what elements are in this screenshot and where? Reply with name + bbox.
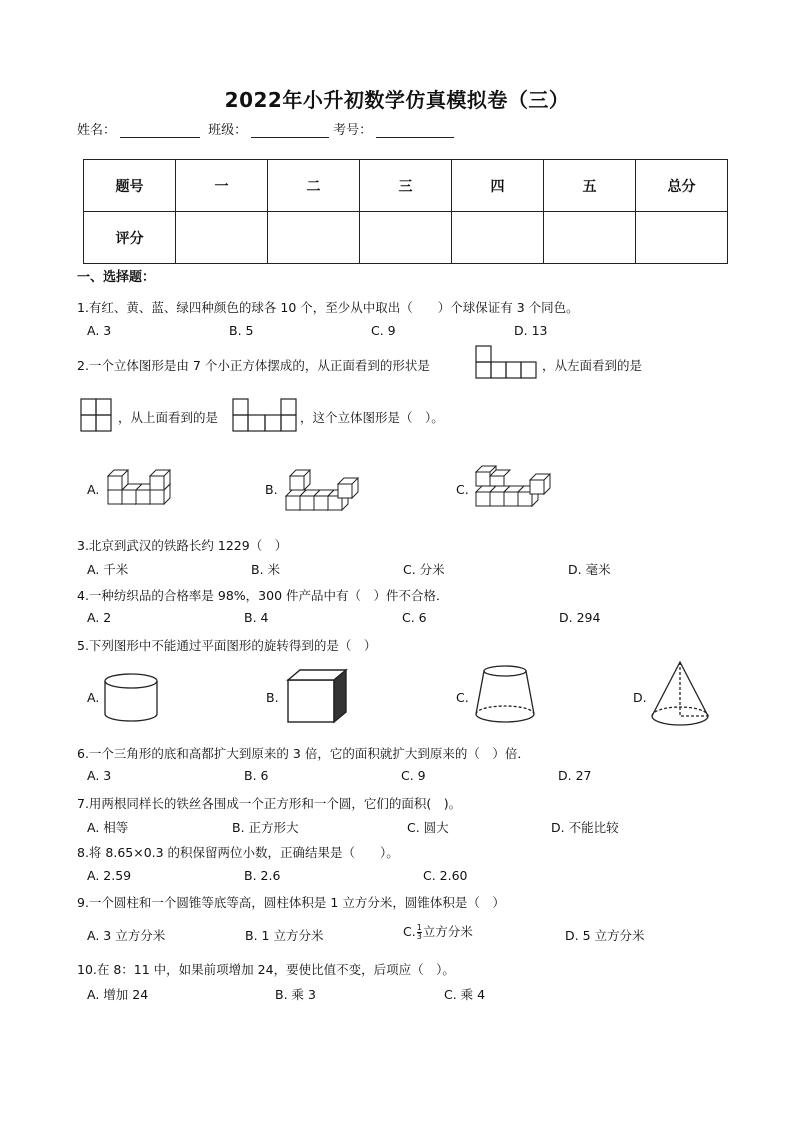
exam-no-blank — [376, 123, 454, 138]
q6-option-a[interactable]: A. 3 — [87, 768, 112, 783]
cone-figure — [650, 660, 710, 728]
q3-option-d[interactable]: D. 毫米 — [568, 562, 611, 577]
question-2-part-d: ，这个立体图形是（ ）。 — [300, 410, 444, 425]
question-1: 1.有红、黄、蓝、绿四种颜色的球各 10 个，至少从中取出（ ）个球保证有 3 个同色。 — [77, 300, 579, 315]
q3-option-a[interactable]: A. 千米 — [87, 562, 129, 577]
q10-option-c[interactable]: C. 乘 4 — [444, 987, 486, 1002]
q10-option-b[interactable]: B. 乘 3 — [275, 987, 316, 1002]
score-table-score-row — [84, 212, 728, 264]
q1-option-c[interactable]: C. 9 — [371, 323, 396, 338]
q6-option-b[interactable]: B. 6 — [244, 768, 269, 783]
q9-option-d[interactable]: D. 5 立方分米 — [565, 928, 645, 943]
q3-option-b[interactable]: B. 米 — [251, 562, 281, 577]
q5-option-a[interactable]: A. — [87, 690, 100, 705]
q9-option-c-unit: 立方分米 — [422, 924, 473, 939]
q1-option-d[interactable]: D. 13 — [514, 323, 548, 338]
question-7: 7.用两根同样长的铁丝各围成一个正方形和一个圆，它们的面积( )。 — [77, 796, 462, 811]
question-6: 6.一个三角形的底和高都扩大到原来的 3 倍，它的面积就扩大到原来的（ ）倍． — [77, 746, 530, 761]
score-cell[interactable] — [176, 212, 268, 264]
header-cell: 三 — [360, 160, 452, 212]
front-view-figure — [475, 345, 539, 381]
score-cell[interactable] — [544, 212, 636, 264]
q4-option-a[interactable]: A. 2 — [87, 610, 112, 625]
class-label: 班级： — [208, 123, 248, 138]
question-3: 3.北京到武汉的铁路长约 1229（ ） — [77, 538, 288, 553]
q4-option-c[interactable]: C. 6 — [402, 610, 427, 625]
cube-figure — [286, 668, 348, 724]
q8-option-b[interactable]: B. 2.6 — [244, 868, 281, 883]
left-view-figure — [80, 398, 114, 434]
q2-option-b[interactable]: B. — [265, 482, 278, 497]
q6-option-d[interactable]: D. 27 — [558, 768, 592, 783]
score-table — [83, 159, 728, 264]
class-blank — [251, 123, 329, 138]
q7-option-c[interactable]: C. 圆大 — [407, 820, 449, 835]
q9-option-c-letter: C. — [403, 924, 416, 939]
q4-option-d[interactable]: D. 294 — [559, 610, 601, 625]
header-cell: 五 — [544, 160, 636, 212]
q10-option-a[interactable]: A. 增加 24 — [87, 987, 149, 1002]
q2-option-a-cube-figure — [104, 462, 176, 516]
q2-option-a[interactable]: A. — [87, 482, 100, 497]
score-cell[interactable] — [452, 212, 544, 264]
header-cell: 总分 — [636, 160, 728, 212]
question-10: 10.在 8：11 中，如果前项增加 24，要使比值不变，后项应（ ）。 — [77, 962, 455, 977]
name-blank — [120, 123, 200, 138]
cylinder-figure — [104, 672, 160, 724]
q1-option-a[interactable]: A. 3 — [87, 323, 112, 338]
header-cell: 一 — [176, 160, 268, 212]
exam-no-label: 考号： — [333, 123, 373, 138]
question-2-part-c: ，从上面看到的是 — [118, 410, 219, 425]
question-2-part-b: ，从左面看到的是 — [542, 358, 643, 373]
q5-option-d[interactable]: D. — [633, 690, 647, 705]
q2-option-c-cube-figure — [472, 462, 556, 516]
q2-option-c[interactable]: C. — [456, 482, 469, 497]
score-cell[interactable] — [636, 212, 728, 264]
score-table-header-row — [84, 160, 728, 212]
page-title: 2022年小升初数学仿真模拟卷（三） — [224, 88, 570, 112]
question-2-part-a: 2.一个立体图形是由 7 个小正方体摆成的，从正面看到的形状是 — [77, 358, 430, 373]
frustum-figure — [474, 664, 536, 726]
student-info — [77, 119, 458, 138]
question-8: 8.将 8.65×0.3 的积保留两位小数，正确结果是（ ）。 — [77, 845, 399, 860]
q1-option-b[interactable]: B. 5 — [229, 323, 254, 338]
q9-option-c[interactable] — [403, 922, 473, 941]
question-9: 9.一个圆柱和一个圆锥等底等高，圆柱体积是 1 立方分米，圆锥体积是（ ） — [77, 895, 505, 910]
header-cell: 四 — [452, 160, 544, 212]
question-5: 5.下列图形中不能通过平面图形的旋转得到的是（ ） — [77, 638, 377, 653]
score-cell[interactable] — [360, 212, 452, 264]
q5-option-c[interactable]: C. — [456, 690, 469, 705]
top-view-figure — [232, 398, 298, 434]
question-4: 4.一种纺织品的合格率是 98%，300 件产品中有（ ）件不合格． — [77, 588, 449, 603]
q9-option-b[interactable]: B. 1 立方分米 — [245, 928, 324, 943]
q6-option-c[interactable]: C. 9 — [401, 768, 426, 783]
q7-option-b[interactable]: B. 正方形大 — [232, 820, 299, 835]
q4-option-b[interactable]: B. 4 — [244, 610, 269, 625]
q9-option-a[interactable]: A. 3 立方分米 — [87, 928, 166, 943]
name-label: 姓名： — [77, 123, 117, 138]
q2-option-b-cube-figure — [282, 462, 366, 516]
q8-option-a[interactable]: A. 2.59 — [87, 868, 132, 883]
fraction-one-third: $\frac{1}{3}$ — [416, 923, 422, 941]
header-cell: 题号 — [84, 160, 176, 212]
score-cell[interactable] — [268, 212, 360, 264]
q7-option-d[interactable]: D. 不能比较 — [551, 820, 619, 835]
q8-option-c[interactable]: C. 2.60 — [423, 868, 468, 883]
q3-option-c[interactable]: C. 分米 — [403, 562, 445, 577]
q7-option-a[interactable]: A. 相等 — [87, 820, 129, 835]
section-heading: 一、选择题： — [77, 270, 156, 285]
q5-option-b[interactable]: B. — [266, 690, 279, 705]
row-label-cell: 评分 — [84, 212, 176, 264]
header-cell: 二 — [268, 160, 360, 212]
